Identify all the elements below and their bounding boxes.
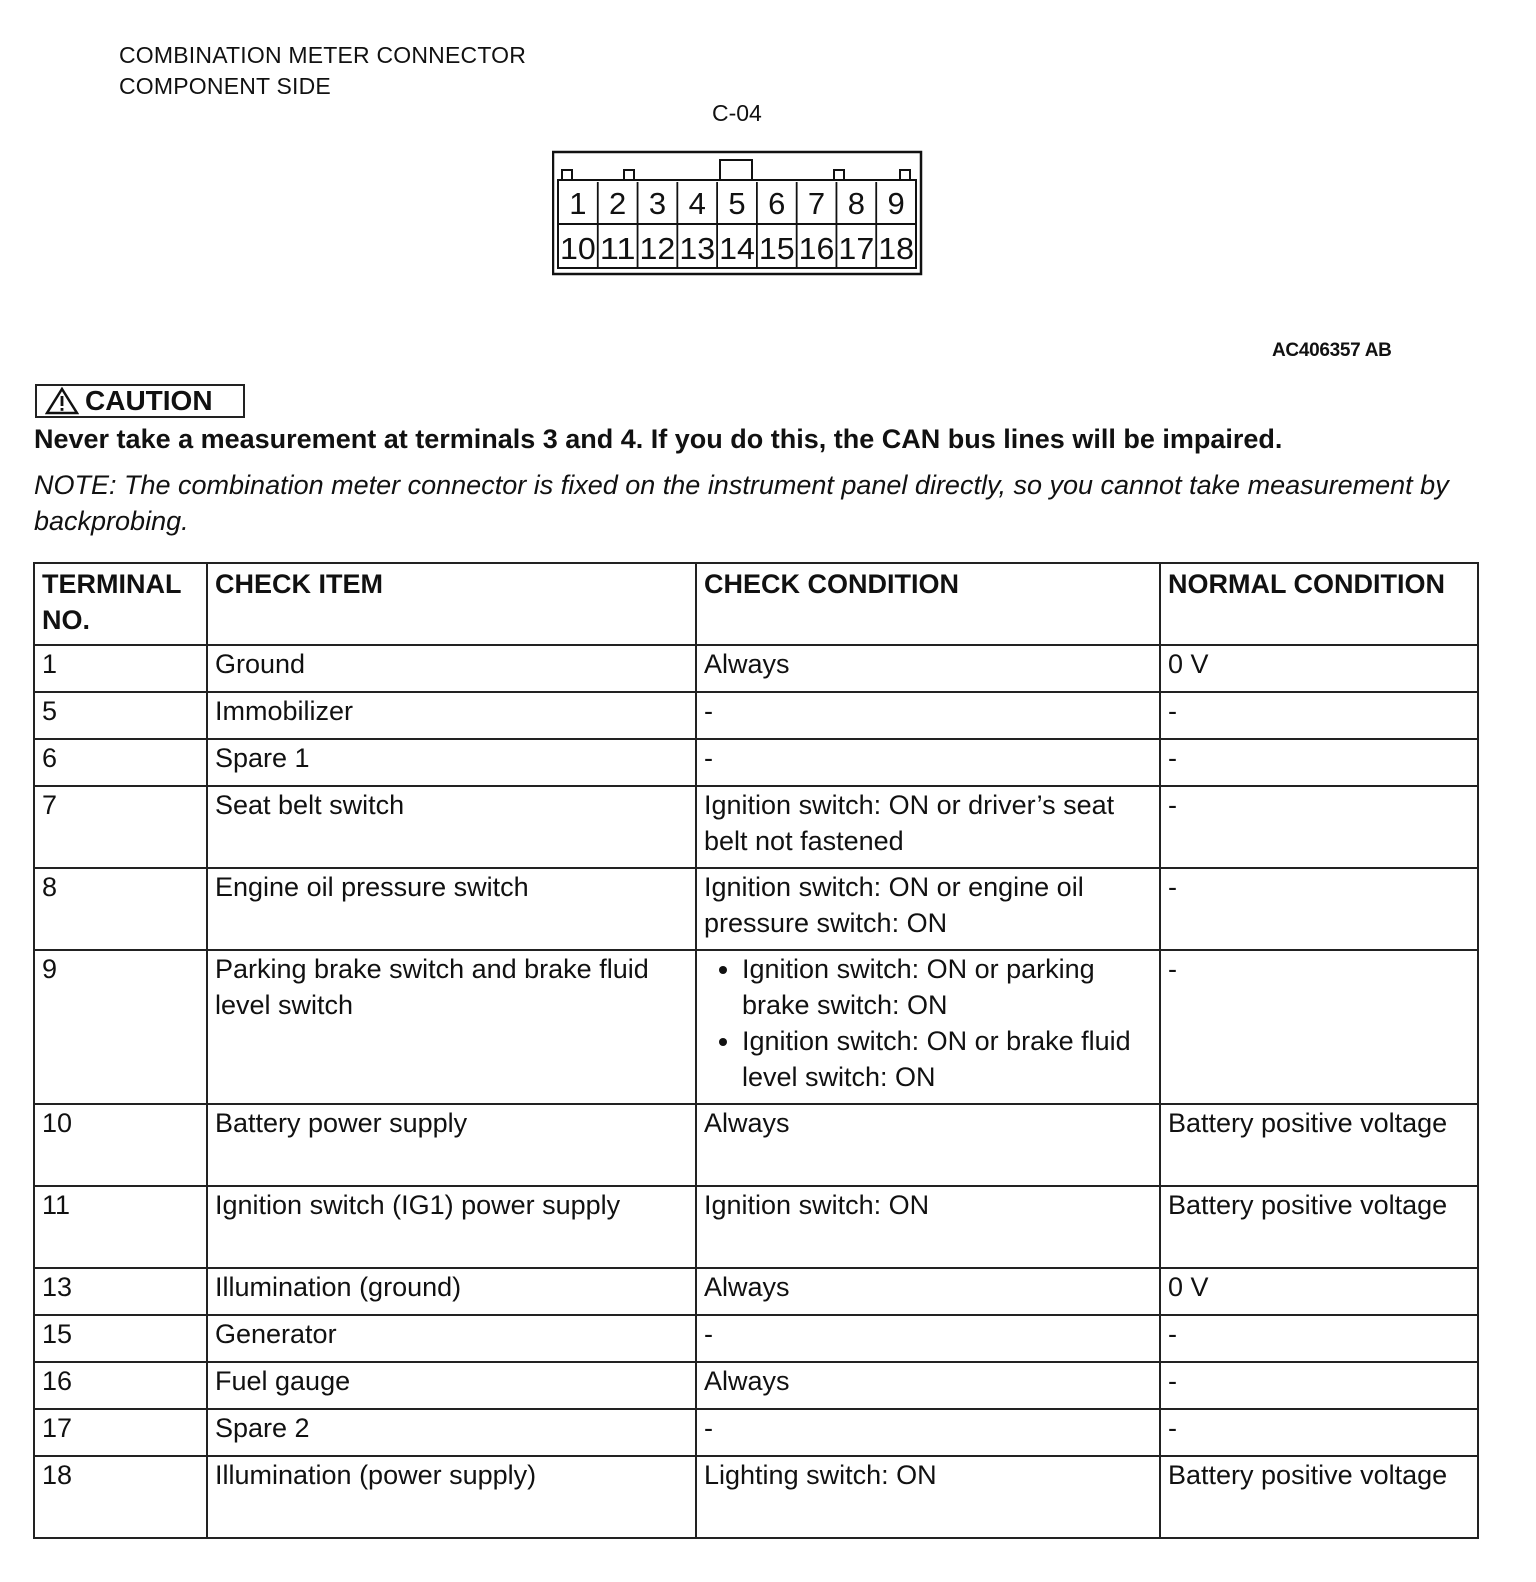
- table-row: [34, 1268, 1478, 1315]
- cell-normal-condition: Battery positive voltage: [1160, 1456, 1478, 1538]
- cell-check-item: Fuel gauge: [207, 1362, 696, 1409]
- connector-key-tab: [562, 170, 572, 180]
- connector-pin-14: 14: [719, 231, 755, 266]
- connector-pin-6: 6: [768, 186, 786, 221]
- cell-check-condition: Ignition switch: ON: [696, 1186, 1160, 1268]
- connector-pin-10: 10: [560, 231, 596, 266]
- connector-pin-16: 16: [798, 231, 835, 266]
- table-row: [34, 1409, 1478, 1456]
- table-row: [34, 950, 1478, 1104]
- cell-check-condition: Always: [696, 645, 1160, 692]
- table-row: [34, 868, 1478, 950]
- cell-normal-condition: -: [1160, 868, 1478, 950]
- cell-check-item: Battery power supply: [207, 1104, 696, 1186]
- cell-normal-condition: -: [1160, 692, 1478, 739]
- cell-check-item: Engine oil pressure switch: [207, 868, 696, 950]
- table-row: [34, 1315, 1478, 1362]
- caution-box: [35, 384, 245, 418]
- cell-check-item: Spare 1: [207, 739, 696, 786]
- cell-normal-condition: -: [1160, 1315, 1478, 1362]
- header-check-item: CHECK ITEM: [207, 563, 696, 645]
- connector-pin-11: 11: [599, 231, 636, 266]
- cell-check-item: Parking brake switch and brake fluid level switch: [207, 950, 696, 1104]
- cell-terminal-no: 6: [34, 739, 207, 786]
- table-row: [34, 786, 1478, 868]
- cell-normal-condition: -: [1160, 1409, 1478, 1456]
- cell-normal-condition: 0 V: [1160, 1268, 1478, 1315]
- condition-bullet-list: [704, 951, 1152, 1095]
- connector-key-tab: [624, 170, 634, 180]
- connector-pin-5: 5: [728, 186, 746, 221]
- table-header-row: [34, 563, 1478, 645]
- connector-pin-3: 3: [648, 186, 667, 221]
- cell-check-item: Illumination (power supply): [207, 1456, 696, 1538]
- figure-code: AC406357 AB: [1272, 340, 1392, 361]
- cell-terminal-no: 10: [34, 1104, 207, 1186]
- cell-terminal-no: 16: [34, 1362, 207, 1409]
- cell-normal-condition: -: [1160, 786, 1478, 868]
- cell-normal-condition: Battery positive voltage: [1160, 1104, 1478, 1186]
- diagram-title-line1: COMBINATION METER CONNECTOR: [119, 42, 527, 68]
- connector-pin-13: 13: [679, 231, 716, 266]
- warning-triangle-icon: [45, 387, 79, 415]
- caution-label: CAUTION: [85, 385, 213, 416]
- connector-pin-4: 4: [688, 186, 706, 221]
- cell-check-item: Generator: [207, 1315, 696, 1362]
- cell-normal-condition: -: [1160, 950, 1478, 1104]
- cell-check-item: Ignition switch (IG1) power supply: [207, 1186, 696, 1268]
- cell-terminal-no: 17: [34, 1409, 207, 1456]
- cell-normal-condition: Battery positive voltage: [1160, 1186, 1478, 1268]
- cell-normal-condition: -: [1160, 739, 1478, 786]
- cell-terminal-no: 11: [34, 1186, 207, 1268]
- cell-check-item: Spare 2: [207, 1409, 696, 1456]
- cell-check-item: Immobilizer: [207, 692, 696, 739]
- cell-check-condition: -: [696, 692, 1160, 739]
- connector-pin-15: 15: [758, 231, 795, 266]
- cell-check-condition: Always: [696, 1362, 1160, 1409]
- cell-check-item: Ground: [207, 645, 696, 692]
- connector-pin-1: 1: [569, 186, 587, 221]
- table-row: [34, 1456, 1478, 1538]
- connector-pin-7: 7: [807, 186, 826, 221]
- connector-pin-9: 9: [887, 186, 905, 221]
- connector-key-tab: [834, 170, 844, 180]
- cell-check-item: Seat belt switch: [207, 786, 696, 868]
- cell-check-condition: Lighting switch: ON: [696, 1456, 1160, 1538]
- connector-diagram: [552, 150, 924, 280]
- header-terminal-no: TERMINAL NO.: [34, 563, 207, 645]
- connector-key-tab: [900, 170, 910, 180]
- table-row: [34, 739, 1478, 786]
- diagram-title-line2: COMPONENT SIDE: [119, 73, 331, 99]
- caution-text: Never take a measurement at terminals 3 and 4. If you do this, the CAN bus lines will be impaired.: [34, 424, 1283, 454]
- cell-check-condition: Ignition switch: ON or engine oil pressure switch: ON: [696, 868, 1160, 950]
- cell-check-condition: -: [696, 1409, 1160, 1456]
- table-row: [34, 1362, 1478, 1409]
- cell-terminal-no: 1: [34, 645, 207, 692]
- condition-bullet-item: • Ignition switch: ON or parking brake switch: ON: [742, 951, 1152, 1023]
- connector-pin-18: 18: [878, 231, 914, 266]
- cell-terminal-no: 5: [34, 692, 207, 739]
- diagram-title: [119, 40, 526, 102]
- cell-terminal-no: 18: [34, 1456, 207, 1538]
- connector-pin-8: 8: [847, 186, 865, 221]
- cell-terminal-no: 15: [34, 1315, 207, 1362]
- cell-terminal-no: 7: [34, 786, 207, 868]
- cell-check-condition: Always: [696, 1104, 1160, 1186]
- table-body: [34, 645, 1478, 1538]
- cell-check-condition: Always: [696, 1268, 1160, 1315]
- cell-check-item: Illumination (ground): [207, 1268, 696, 1315]
- table-row: [34, 1186, 1478, 1268]
- connector-pin-12: 12: [639, 231, 676, 266]
- cell-normal-condition: 0 V: [1160, 645, 1478, 692]
- connector-id: C-04: [712, 100, 762, 126]
- cell-terminal-no: 8: [34, 868, 207, 950]
- connector-pin-17: 17: [838, 231, 875, 266]
- connector-pin-2: 2: [609, 186, 627, 221]
- header-normal-condition: NORMAL CONDITION: [1160, 563, 1478, 645]
- connector-key-tab: [720, 160, 752, 180]
- cell-normal-condition: -: [1160, 1362, 1478, 1409]
- cell-terminal-no: 13: [34, 1268, 207, 1315]
- cell-check-condition: -: [696, 1315, 1160, 1362]
- note-text: NOTE: The combination meter connector is fixed on the instrument panel directly, so you cannot take measurement by backprobing.: [34, 470, 1449, 536]
- cell-check-condition: Ignition switch: ON or driver’s seat belt not fastened: [696, 786, 1160, 868]
- cell-check-condition: -: [696, 739, 1160, 786]
- table-row: [34, 1104, 1478, 1186]
- terminal-check-table: [33, 562, 1479, 1539]
- table-row: [34, 692, 1478, 739]
- header-check-condition: CHECK CONDITION: [696, 563, 1160, 645]
- condition-bullet-item: • Ignition switch: ON or brake fluid level switch: ON: [742, 1023, 1152, 1095]
- cell-terminal-no: 9: [34, 950, 207, 1104]
- table-row: [34, 645, 1478, 692]
- cell-check-condition: [696, 950, 1160, 1104]
